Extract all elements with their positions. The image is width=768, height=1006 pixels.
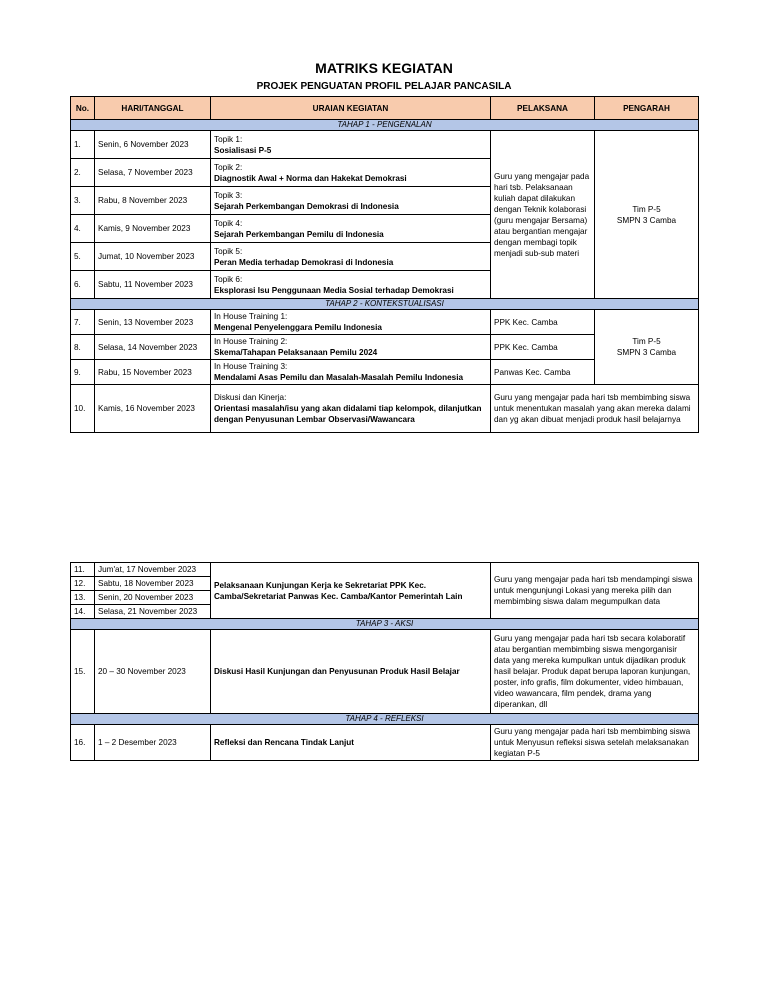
activity-detail: Mendalami Asas Pemilu dan Masalah-Masalah Pemilu Indonesia bbox=[214, 373, 464, 382]
row-activity bbox=[211, 630, 491, 714]
row-date: Rabu, 15 November 2023 bbox=[95, 360, 211, 385]
activity-topic: Topik 4: bbox=[214, 218, 243, 228]
activity-topic: Topik 2: bbox=[214, 162, 243, 172]
supervisor-line1: Tim P-5 bbox=[632, 204, 661, 214]
row-no: 16. bbox=[71, 725, 95, 761]
activity-topic: In House Training 3: bbox=[214, 362, 288, 371]
activity-detail: Sejarah Perkembangan Demokrasi di Indonesia bbox=[214, 201, 399, 211]
table-row bbox=[71, 725, 699, 761]
row-date: Rabu, 8 November 2023 bbox=[95, 187, 211, 215]
stage2-supervisor bbox=[595, 310, 699, 385]
row-no: 6. bbox=[71, 271, 95, 299]
header-row bbox=[71, 97, 699, 120]
row-activity bbox=[211, 335, 491, 360]
row-executor: Guru yang mengajar pada hari tsb membimbing siswa untuk menentukan masalah yang akan mereka dalami dan yg akan dibuat menjadi produk hasil belajarnya bbox=[491, 385, 699, 433]
row-date: 20 – 30 November 2023 bbox=[95, 630, 211, 714]
activity-detail: Diagnostik Awal + Norma dan Hakekat Demokrasi bbox=[214, 173, 407, 183]
visit-activity-text: Pelaksanaan Kunjungan Kerja ke Sekretariat PPK Kec. Camba/Sekretariat Panwas Kec. Camba/Kantor Pemerintah Lain bbox=[214, 580, 463, 601]
table-row bbox=[71, 310, 699, 335]
stage-label: TAHAP 4 - REFLEKSI bbox=[71, 714, 699, 725]
row-no: 5. bbox=[71, 243, 95, 271]
activity-matrix-table-continued bbox=[70, 562, 699, 761]
row-activity bbox=[211, 360, 491, 385]
row-no: 7. bbox=[71, 310, 95, 335]
row-date: Senin, 20 November 2023 bbox=[95, 591, 211, 605]
header-executor: PELAKSANA bbox=[491, 97, 595, 120]
visit-activity bbox=[211, 563, 491, 619]
row-no: 14. bbox=[71, 605, 95, 619]
row-date: Selasa, 21 November 2023 bbox=[95, 605, 211, 619]
row-activity bbox=[211, 131, 491, 159]
row-activity bbox=[211, 310, 491, 335]
stage-row bbox=[71, 619, 699, 630]
row-no: 12. bbox=[71, 577, 95, 591]
stage-label: TAHAP 1 - PENGENALAN bbox=[71, 120, 699, 131]
activity-topic: Topik 1: bbox=[214, 134, 243, 144]
stage-row bbox=[71, 120, 699, 131]
row-activity bbox=[211, 385, 491, 433]
activity-detail: Skema/Tahapan Pelaksanaan Pemilu 2024 bbox=[214, 348, 378, 357]
row-date: Selasa, 7 November 2023 bbox=[95, 159, 211, 187]
table-row bbox=[71, 131, 699, 159]
row-date: Senin, 13 November 2023 bbox=[95, 310, 211, 335]
row-no: 1. bbox=[71, 131, 95, 159]
stage-row bbox=[71, 714, 699, 725]
row-executor: Panwas Kec. Camba bbox=[491, 360, 595, 385]
header-no: No. bbox=[71, 97, 95, 120]
stage-label: TAHAP 3 - AKSI bbox=[71, 619, 699, 630]
row-date: Selasa, 14 November 2023 bbox=[95, 335, 211, 360]
row-no: 3. bbox=[71, 187, 95, 215]
row-date: Kamis, 16 November 2023 bbox=[95, 385, 211, 433]
activity-detail: Refleksi dan Rencana Tindak Lanjut bbox=[214, 738, 354, 747]
row-activity bbox=[211, 243, 491, 271]
header-supervisor: PENGARAH bbox=[595, 97, 699, 120]
supervisor-line2: SMPN 3 Camba bbox=[616, 348, 677, 357]
table-row bbox=[71, 563, 699, 577]
row-date: Kamis, 9 November 2023 bbox=[95, 215, 211, 243]
row-date: Sabtu, 11 November 2023 bbox=[95, 271, 211, 299]
activity-topic: Topik 5: bbox=[214, 246, 243, 256]
visit-executor: Guru yang mengajar pada hari tsb mendampingi siswa untuk mengunjungi Lokasi yang mereka pilih dan membimbing siswa dalam megumpulkan data bbox=[491, 563, 699, 619]
row-activity bbox=[211, 187, 491, 215]
activity-detail: Peran Media terhadap Demokrasi di Indonesia bbox=[214, 257, 394, 267]
header-date: HARI/TANGGAL bbox=[95, 97, 211, 120]
activity-topic: Topik 3: bbox=[214, 190, 243, 200]
row-executor: PPK Kec. Camba bbox=[491, 335, 595, 360]
row-no: 11. bbox=[71, 563, 95, 577]
row-no: 2. bbox=[71, 159, 95, 187]
activity-topic: In House Training 1: bbox=[214, 312, 288, 321]
row-executor: Guru yang mengajar pada hari tsb secara kolaboratif atau bergantian membimbing siswa mengorganisir data yang mereka kumpulkan untuk dijadikan produk hasil belajar. Produk dapat berupa laporan kunjungan, poster, info grafis, film dokumenter, video himbauan, video wawancara, film pendek, drama yang diperankan, dll bbox=[491, 630, 699, 714]
row-executor: PPK Kec. Camba bbox=[491, 310, 595, 335]
table-row bbox=[71, 385, 699, 433]
row-activity bbox=[211, 159, 491, 187]
row-no: 15. bbox=[71, 630, 95, 714]
table-row bbox=[71, 630, 699, 714]
row-date: Jumat, 10 November 2023 bbox=[95, 243, 211, 271]
row-activity bbox=[211, 725, 491, 761]
row-no: 10. bbox=[71, 385, 95, 433]
row-date: Sabtu, 18 November 2023 bbox=[95, 577, 211, 591]
page-title: MATRIKS KEGIATAN bbox=[315, 60, 453, 76]
supervisor-line2: SMPN 3 Camba bbox=[616, 215, 677, 225]
stage1-supervisor bbox=[595, 131, 699, 299]
stage1-executor: Guru yang mengajar pada hari tsb. Pelaksanaan kuliah dapat dilakukan dengan Teknik kolaborasi (guru mengajar Bersama) atau bergantian mengajar dengan membagi topik menjadi sub-sub materi bbox=[491, 131, 595, 299]
stage-label: TAHAP 2 - KONTEKSTUALISASI bbox=[71, 299, 699, 310]
row-executor: Guru yang mengajar pada hari tsb membimbing siswa untuk Menyusun refleksi siswa setelah melaksanakan kegiatan P-5 bbox=[491, 725, 699, 761]
activity-topic: In House Training 2: bbox=[214, 337, 288, 346]
row-no: 13. bbox=[71, 591, 95, 605]
page-subtitle: PROJEK PENGUATAN PROFIL PELAJAR PANCASILA bbox=[256, 81, 512, 92]
activity-detail: Orientasi masalah/isu yang akan didalami tiap kelompok, dilanjutkan dengan Penyusunan Lembar Observasi/Wawancara bbox=[214, 404, 482, 424]
row-no: 9. bbox=[71, 360, 95, 385]
row-no: 8. bbox=[71, 335, 95, 360]
header-activity: URAIAN KEGIATAN bbox=[211, 97, 491, 120]
activity-detail: Diskusi Hasil Kunjungan dan Penyusunan Produk Hasil Belajar bbox=[214, 667, 460, 676]
row-date: 1 – 2 Desember 2023 bbox=[95, 725, 211, 761]
activity-topic: Topik 6: bbox=[214, 274, 243, 284]
row-date: Senin, 6 November 2023 bbox=[95, 131, 211, 159]
row-date: Jum'at, 17 November 2023 bbox=[95, 563, 211, 577]
activity-topic: Diskusi dan Kinerja: bbox=[214, 393, 287, 402]
activity-detail: Sosialisasi P-5 bbox=[214, 145, 272, 155]
activity-detail: Mengenal Penyelenggara Pemilu Indonesia bbox=[214, 323, 382, 332]
row-activity bbox=[211, 271, 491, 299]
supervisor-line1: Tim P-5 bbox=[632, 337, 661, 346]
row-activity bbox=[211, 215, 491, 243]
activity-matrix-table bbox=[70, 96, 699, 433]
activity-detail: Sejarah Perkembangan Pemilu di Indonesia bbox=[214, 229, 384, 239]
row-no: 4. bbox=[71, 215, 95, 243]
activity-detail: Eksplorasi Isu Penggunaan Media Sosial terhadap Demokrasi bbox=[214, 285, 454, 295]
stage-row bbox=[71, 299, 699, 310]
